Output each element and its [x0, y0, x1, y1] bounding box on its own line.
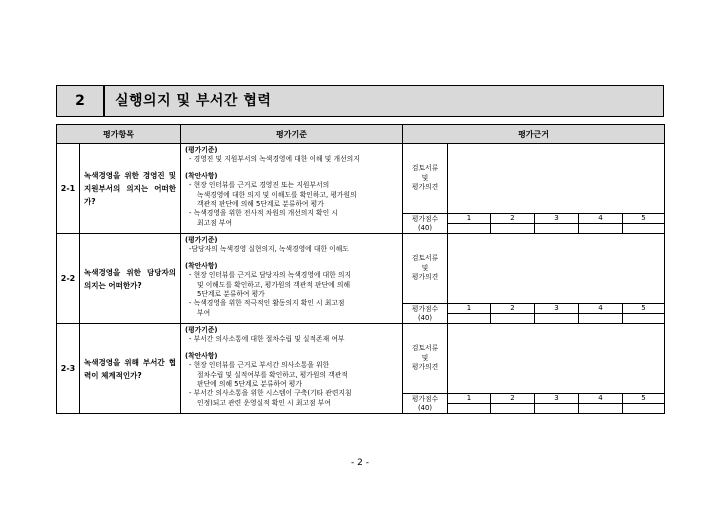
score-value: 1: [448, 394, 490, 404]
score-option-4[interactable]: [579, 394, 623, 414]
check-bullet-continuation: 객관적 판단에 의해 5단계로 분류하여 평가: [197, 200, 324, 209]
score-option-5[interactable]: [623, 304, 665, 324]
review-docs-line: 및: [421, 353, 429, 362]
score-option-5[interactable]: [623, 214, 665, 234]
page-number: - 2 -: [351, 458, 369, 468]
check-bullet-continuation: 녹색경영에 대한 의지 및 이해도를 확인하고, 평가원의: [197, 190, 357, 199]
score-entry-area: [448, 224, 490, 233]
check-bullet-continuation: 및 이해도를 확인하고, 평가원의 객관적 판단에 의해: [197, 280, 351, 289]
review-docs-line: 및: [421, 263, 429, 272]
score-option-2[interactable]: [491, 304, 535, 324]
check-heading: (착안사항): [185, 261, 218, 270]
evaluation-criteria: [181, 324, 403, 414]
score-label-line: (40): [418, 313, 432, 322]
review-docs-label: [403, 324, 448, 394]
check-bullet: - 현장 인터뷰를 근거로 부서간 의사소통을 위한: [189, 361, 330, 370]
review-docs-label: [403, 144, 448, 214]
score-value: 4: [579, 304, 622, 314]
score-label-line: 평가점수: [411, 304, 439, 313]
score-entry-area: [623, 224, 664, 233]
review-docs-line: 평가의견: [411, 183, 439, 192]
section-header: [56, 85, 664, 117]
check-bullet-continuation: 5단계로 분류하여 평가: [197, 290, 265, 299]
criteria-heading: (평가기준): [185, 236, 218, 244]
review-docs-line: 검토서류: [411, 344, 439, 353]
spacer: [185, 165, 398, 172]
criteria-heading: (평가기준): [185, 326, 218, 334]
table-row: [57, 234, 665, 304]
column-header-criteria: 평가기준: [181, 125, 403, 144]
evaluation-item: 녹색경영을 위해 부서간 협력이 체계적인가?: [80, 324, 181, 414]
check-bullet: - 녹색경영을 위한 전사적 차원의 개선의지 확인 시: [189, 209, 338, 218]
evaluation-criteria: [181, 234, 403, 324]
review-docs-line: 및: [421, 173, 429, 182]
score-option-3[interactable]: [535, 214, 579, 234]
score-entry-area: [448, 404, 490, 413]
review-docs-line: 평가의견: [411, 363, 439, 372]
score-label-line: 평가점수: [411, 394, 439, 403]
check-bullet: - 녹색경영을 위한 적극적인 활동의지 확인 시 최고점: [189, 299, 345, 308]
row-number: 2-3: [57, 324, 80, 414]
score-label: [403, 214, 448, 234]
column-header-item: 평가항목: [57, 125, 181, 144]
score-value: 1: [448, 304, 490, 314]
score-option-3[interactable]: [535, 394, 579, 414]
evaluation-item: 녹색경영을 위한 경영진 및 지원부서의 의지는 어떠한가?: [80, 144, 181, 234]
score-label: [403, 304, 448, 324]
score-option-2[interactable]: [491, 394, 535, 414]
review-docs-line: 평가의견: [411, 273, 439, 282]
score-option-1[interactable]: [448, 304, 491, 324]
check-bullet: - 현장 인터뷰를 근거로 경영진 또는 지원부서의: [189, 181, 330, 190]
score-entry-area: [491, 404, 534, 413]
review-docs-line: 검토서류: [411, 164, 439, 173]
score-entry-area: [579, 404, 622, 413]
row-number: 2-1: [57, 144, 80, 234]
score-entry-area: [535, 314, 578, 323]
review-opinion-area[interactable]: [448, 234, 665, 304]
score-label: [403, 394, 448, 414]
table-row: [57, 144, 665, 214]
criteria-heading: (평가기준): [185, 146, 218, 154]
score-option-4[interactable]: [579, 214, 623, 234]
score-entry-area: [579, 314, 622, 323]
check-bullet-continuation: 판단에 의해 5단계로 분류하여 평가: [197, 380, 302, 389]
score-option-2[interactable]: [491, 214, 535, 234]
score-value: 3: [535, 214, 578, 224]
score-value: 2: [491, 394, 534, 404]
score-value: 3: [535, 394, 578, 404]
score-value: 5: [623, 304, 664, 314]
score-value: 2: [491, 304, 534, 314]
criteria-bullet: - 부서간 의사소통에 대한 절차수립 및 실적존재 여부: [189, 335, 345, 344]
score-option-1[interactable]: [448, 214, 491, 234]
review-docs-label: [403, 234, 448, 304]
spacer: [185, 345, 398, 352]
check-bullet: - 현장 인터뷰를 근거로 담당자의 녹색경영에 대한 의지: [189, 271, 352, 280]
evaluation-item: 녹색경영을 위한 담당자의 의지는 어떠한가?: [80, 234, 181, 324]
check-heading: (착안사항): [185, 171, 218, 180]
check-bullet-continuation: 인정)되고 관련 운영실적 확인 시 최고점 부여: [197, 398, 331, 407]
check-bullet-continuation: 부여: [197, 308, 211, 317]
score-entry-area: [491, 314, 534, 323]
table-row: [57, 324, 665, 394]
score-entry-area: [491, 224, 534, 233]
score-value: 1: [448, 214, 490, 224]
check-bullet-continuation: 절차수립 및 실적여부를 확인하고, 평가원의 객관적: [197, 370, 348, 379]
score-value: 5: [623, 394, 664, 404]
table-header-row: [57, 125, 665, 144]
score-option-1[interactable]: [448, 394, 491, 414]
score-value: 3: [535, 304, 578, 314]
check-heading: (착안사항): [185, 351, 218, 360]
column-header-basis: 평가근거: [403, 125, 665, 144]
check-bullet: - 부서간 의사소통을 위한 시스템이 구축(기타 관련지침: [189, 389, 352, 398]
section-number: 2: [57, 86, 105, 116]
score-option-5[interactable]: [623, 394, 665, 414]
score-entry-area: [623, 404, 664, 413]
score-entry-area: [579, 224, 622, 233]
review-opinion-area[interactable]: [448, 324, 665, 394]
score-label-line: (40): [418, 403, 432, 412]
check-bullet-continuation: 최고점 부여: [197, 218, 233, 227]
score-option-4[interactable]: [579, 304, 623, 324]
score-label-line: (40): [418, 223, 432, 232]
score-value: 4: [579, 214, 622, 224]
spacer: [185, 255, 398, 262]
review-docs-line: 검토서류: [411, 254, 439, 263]
row-number: 2-2: [57, 234, 80, 324]
review-opinion-area[interactable]: [448, 144, 665, 214]
evaluation-table: [56, 124, 665, 414]
score-entry-area: [448, 314, 490, 323]
score-entry-area: [623, 314, 664, 323]
score-value: 4: [579, 394, 622, 404]
score-option-3[interactable]: [535, 304, 579, 324]
score-entry-area: [535, 224, 578, 233]
score-value: 5: [623, 214, 664, 224]
criteria-bullet: - 경영진 및 지원부서의 녹색경영에 대한 이해 및 개선의지: [189, 155, 360, 164]
criteria-bullet: -담당자의 녹색경영 실현의지, 녹색경영에 대한 이해도: [189, 245, 349, 254]
section-title: 실행의지 및 부서간 협력: [115, 93, 272, 109]
evaluation-criteria: [181, 144, 403, 234]
score-label-line: 평가점수: [411, 214, 439, 223]
score-entry-area: [535, 404, 578, 413]
score-value: 2: [491, 214, 534, 224]
